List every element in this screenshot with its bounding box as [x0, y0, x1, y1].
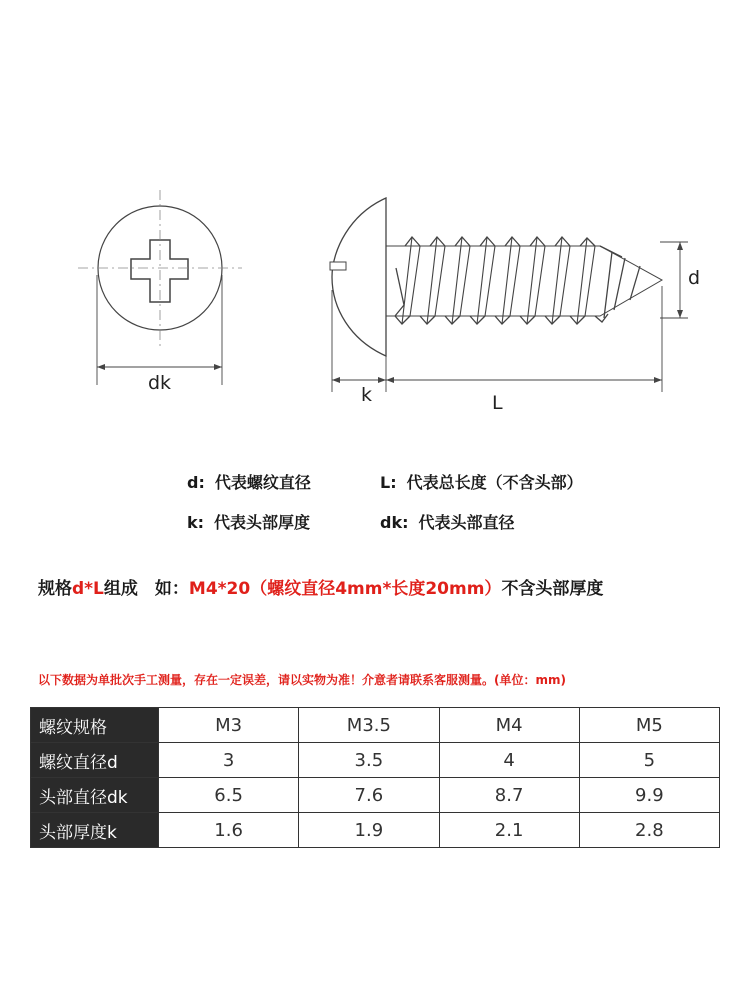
- table-row: [31, 778, 720, 813]
- row-label: 螺纹规格: [31, 708, 159, 743]
- screw-diagram: [0, 0, 750, 440]
- table-cell: 1.9: [299, 813, 439, 848]
- spec-suffix: 不含头部厚度: [501, 579, 604, 599]
- table-cell: M4: [439, 708, 579, 743]
- spec-line: [38, 574, 603, 599]
- legend-term: d:: [187, 473, 205, 492]
- legend-L: [380, 470, 583, 493]
- table-cell: 1.6: [159, 813, 299, 848]
- L-label: L: [492, 392, 503, 414]
- legend-text: 代表总长度（不含头部）: [406, 473, 583, 492]
- table-cell: 4: [439, 743, 579, 778]
- table-row: [31, 743, 720, 778]
- row-label: 头部厚度k: [31, 813, 159, 848]
- legend-text: 代表头部厚度: [214, 513, 311, 532]
- table-cell: 8.7: [439, 778, 579, 813]
- table-cell: M3: [159, 708, 299, 743]
- legend-term: L:: [380, 473, 397, 492]
- legend-k: [187, 510, 310, 533]
- spec-mid: 组成 如：: [103, 579, 189, 599]
- measurement-note: 以下数据为单批次手工测量，存在一定误差，请以实物为准！介意者请联系客服测量。(单位：mm): [38, 673, 566, 687]
- spec-prefix: 规格: [38, 579, 72, 599]
- dk-label: dk: [148, 372, 172, 394]
- table-cell: 7.6: [299, 778, 439, 813]
- row-label: 螺纹直径d: [31, 743, 159, 778]
- table-cell: 6.5: [159, 778, 299, 813]
- k-label: k: [361, 384, 373, 406]
- legend-dk: [380, 510, 515, 533]
- front-view: [78, 190, 242, 385]
- table-cell: 9.9: [579, 778, 719, 813]
- spec-example: M4*20（螺纹直径4mm*长度20mm）: [188, 579, 502, 599]
- table-cell: M5: [579, 708, 719, 743]
- legend-text: 代表螺纹直径: [214, 473, 311, 492]
- table-cell: 3.5: [299, 743, 439, 778]
- legend-term: dk:: [380, 513, 409, 532]
- table-row: [31, 813, 720, 848]
- table-cell: M3.5: [299, 708, 439, 743]
- legend-text: 代表头部直径: [418, 513, 515, 532]
- row-label: 头部直径dk: [31, 778, 159, 813]
- d-label: d: [688, 267, 701, 289]
- legend-term: k:: [187, 513, 205, 532]
- table-cell: 2.8: [579, 813, 719, 848]
- legend-d: [187, 470, 311, 493]
- table-cell: 3: [159, 743, 299, 778]
- side-view: [330, 198, 662, 356]
- spec-formula: d*L: [72, 579, 104, 599]
- table-row: [31, 708, 720, 743]
- size-table: [30, 707, 720, 848]
- table-cell: 2.1: [439, 813, 579, 848]
- table-cell: 5: [579, 743, 719, 778]
